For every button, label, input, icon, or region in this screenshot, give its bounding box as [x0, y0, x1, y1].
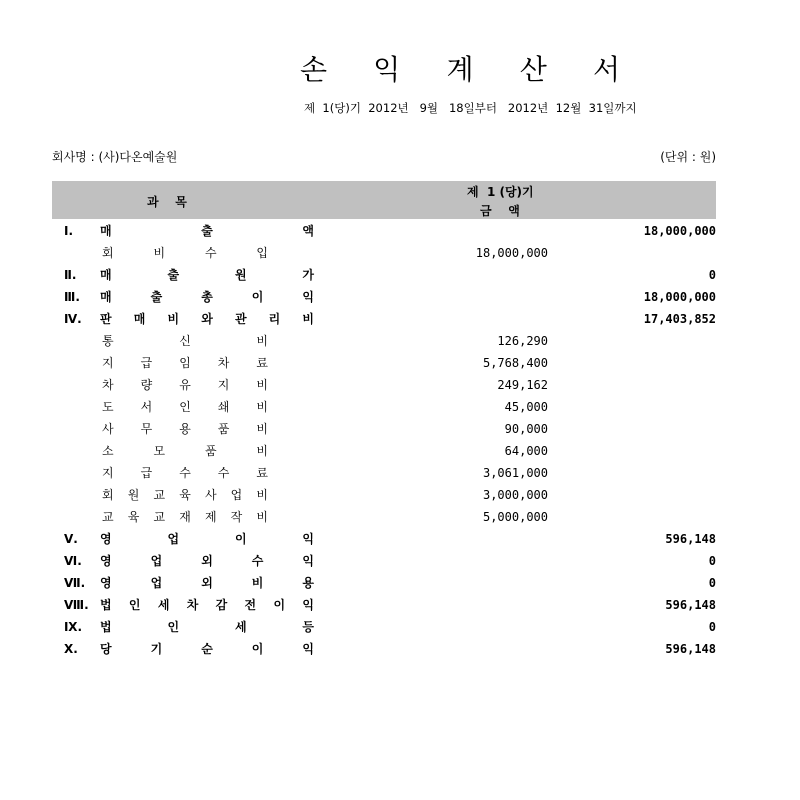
- account-label: [100, 616, 314, 638]
- label-char: 제: [204, 510, 217, 524]
- label-char: 회: [102, 246, 114, 260]
- amount-value: 18,000,000: [643, 290, 716, 304]
- label-char: 업: [167, 532, 180, 546]
- label-char: 교: [102, 510, 114, 524]
- section-row: [52, 594, 716, 616]
- account-label: [102, 506, 268, 528]
- label-char: 익: [302, 554, 314, 568]
- label-char: 외: [201, 576, 213, 590]
- amount-value: 17,403,852: [643, 312, 716, 326]
- section-number: Ⅷ.: [64, 598, 89, 612]
- label-char: 영: [100, 532, 112, 546]
- label-char: 인: [128, 598, 141, 612]
- page-title: [300, 50, 620, 86]
- section-number: Ⅹ.: [64, 642, 78, 656]
- amount-value: 126,290: [497, 334, 548, 348]
- label-char: 육: [127, 510, 140, 524]
- label-char: 작: [230, 510, 243, 524]
- label-char: 감: [215, 598, 228, 612]
- label-char: 이: [251, 642, 264, 656]
- label-char: 수: [204, 246, 217, 260]
- label-char: 매: [100, 268, 112, 282]
- label-char: 사: [204, 488, 217, 502]
- label-char: 수: [217, 466, 230, 480]
- label-char: 비: [153, 246, 166, 260]
- label-char: 비: [256, 444, 268, 458]
- section-row: [52, 220, 716, 242]
- item-row: [52, 330, 716, 352]
- account-label: [100, 528, 314, 550]
- label-char: 비: [256, 378, 268, 392]
- label-char: 업: [150, 576, 163, 590]
- account-label: [102, 242, 268, 264]
- label-char: 교: [153, 488, 166, 502]
- label-char: 출: [201, 224, 213, 238]
- label-char: 수: [179, 466, 191, 480]
- table-header: [52, 181, 716, 219]
- header-period: 제 1 (당)기: [467, 185, 534, 199]
- statement-table: [52, 220, 716, 660]
- label-char: 당: [100, 642, 112, 656]
- section-row: [52, 550, 716, 572]
- section-number: Ⅱ.: [64, 268, 77, 282]
- header-amount: 금 액: [480, 204, 520, 218]
- label-char: 매: [100, 290, 112, 304]
- label-char: 이: [251, 290, 264, 304]
- section-row: [52, 616, 716, 638]
- item-row: [52, 242, 716, 264]
- amount-value: 90,000: [504, 422, 548, 436]
- amount-value: 5,768,400: [482, 356, 548, 370]
- account-label: [102, 462, 268, 484]
- label-char: 업: [230, 488, 243, 502]
- label-char: 재: [179, 510, 191, 524]
- label-char: 액: [302, 224, 314, 238]
- label-char: 차: [102, 378, 114, 392]
- amount-value: 596,148: [665, 598, 716, 612]
- label-char: 가: [302, 268, 314, 282]
- amount-value: 249,162: [497, 378, 548, 392]
- label-char: 이: [234, 532, 247, 546]
- label-char: 수: [251, 554, 264, 568]
- label-char: 외: [201, 554, 213, 568]
- label-char: 교: [153, 510, 166, 524]
- label-char: 관: [234, 312, 247, 326]
- label-char: 영: [100, 576, 112, 590]
- currency-unit: (단위 : 원): [660, 150, 716, 164]
- label-char: 비: [167, 312, 180, 326]
- label-char: 품: [204, 444, 217, 458]
- title-char: 산: [519, 53, 547, 86]
- amount-value: 596,148: [665, 532, 716, 546]
- label-char: 업: [150, 554, 163, 568]
- fiscal-period: 제 1(당)기 2012년 9월 18일부터 2012년 12월 31일까지: [304, 101, 637, 115]
- label-char: 원: [234, 268, 247, 282]
- label-char: 와: [201, 312, 213, 326]
- label-char: 지: [102, 466, 114, 480]
- label-char: 임: [179, 356, 191, 370]
- label-char: 모: [153, 444, 166, 458]
- label-char: 인: [167, 620, 180, 634]
- label-char: 용: [179, 422, 191, 436]
- item-row: [52, 418, 716, 440]
- label-char: 비: [251, 576, 264, 590]
- label-char: 리: [268, 312, 281, 326]
- label-char: 익: [302, 598, 314, 612]
- label-char: 료: [256, 356, 268, 370]
- section-row: [52, 308, 716, 330]
- label-char: 기: [150, 642, 163, 656]
- label-char: 차: [186, 598, 199, 612]
- label-char: 비: [256, 510, 268, 524]
- title-char: 익: [373, 53, 401, 86]
- amount-value: 0: [708, 576, 716, 590]
- item-row: [52, 352, 716, 374]
- account-label: [100, 308, 314, 330]
- account-label: [102, 440, 268, 462]
- header-subject: 과 목: [147, 195, 187, 209]
- label-char: 매: [133, 312, 146, 326]
- label-char: 품: [217, 422, 230, 436]
- label-char: 서: [140, 400, 153, 414]
- account-label: [100, 550, 314, 572]
- label-char: 세: [234, 620, 247, 634]
- label-char: 법: [100, 598, 112, 612]
- amount-value: 0: [708, 620, 716, 634]
- label-char: 급: [140, 356, 153, 370]
- label-char: 영: [100, 554, 112, 568]
- section-number: Ⅲ.: [64, 290, 80, 304]
- title-char: 서: [592, 53, 620, 86]
- label-char: 차: [217, 356, 230, 370]
- title-char: 계: [446, 53, 474, 86]
- account-label: [102, 418, 268, 440]
- label-char: 비: [256, 422, 268, 436]
- account-label: [102, 352, 268, 374]
- item-row: [52, 462, 716, 484]
- label-char: 비: [256, 400, 268, 414]
- label-char: 지: [217, 378, 230, 392]
- section-row: [52, 286, 716, 308]
- account-label: [100, 638, 314, 660]
- item-row: [52, 484, 716, 506]
- section-row: [52, 264, 716, 286]
- label-char: 지: [102, 356, 114, 370]
- label-char: 세: [157, 598, 170, 612]
- amount-value: 64,000: [504, 444, 548, 458]
- label-char: 비: [256, 334, 268, 348]
- label-char: 사: [102, 422, 114, 436]
- label-char: 쇄: [217, 400, 230, 414]
- label-char: 도: [102, 400, 114, 414]
- item-row: [52, 374, 716, 396]
- label-char: 전: [244, 598, 257, 612]
- amount-value: 596,148: [665, 642, 716, 656]
- label-char: 육: [179, 488, 191, 502]
- account-label: [102, 396, 268, 418]
- amount-value: 3,061,000: [482, 466, 548, 480]
- label-char: 료: [256, 466, 268, 480]
- account-label: [100, 264, 314, 286]
- label-char: 익: [302, 532, 314, 546]
- section-number: Ⅳ.: [64, 312, 82, 326]
- section-number: Ⅸ.: [64, 620, 83, 634]
- section-row: [52, 528, 716, 550]
- section-row: [52, 638, 716, 660]
- amount-value: 18,000,000: [475, 246, 548, 260]
- label-char: 량: [140, 378, 153, 392]
- label-char: 익: [302, 642, 314, 656]
- label-char: 총: [201, 290, 213, 304]
- label-char: 인: [179, 400, 191, 414]
- account-label: [102, 484, 268, 506]
- account-label: [100, 572, 314, 594]
- label-char: 출: [150, 290, 163, 304]
- amount-value: 18,000,000: [643, 224, 716, 238]
- label-char: 비: [302, 312, 314, 326]
- label-char: 통: [102, 334, 114, 348]
- amount-value: 0: [708, 554, 716, 568]
- label-char: 회: [102, 488, 114, 502]
- label-char: 법: [100, 620, 112, 634]
- item-row: [52, 396, 716, 418]
- amount-value: 0: [708, 268, 716, 282]
- account-label: [100, 220, 314, 242]
- amount-value: 45,000: [504, 400, 548, 414]
- label-char: 유: [179, 378, 191, 392]
- item-row: [52, 440, 716, 462]
- company-name: 회사명 : (사)다온예술원: [52, 150, 178, 164]
- section-number: Ⅵ.: [64, 554, 82, 568]
- account-label: [100, 594, 314, 616]
- label-char: 매: [100, 224, 112, 238]
- item-row: [52, 506, 716, 528]
- section-number: Ⅰ.: [64, 224, 74, 238]
- label-char: 급: [140, 466, 153, 480]
- label-char: 등: [302, 620, 314, 634]
- label-char: 순: [201, 642, 213, 656]
- title-char: 손: [300, 53, 328, 86]
- section-number: Ⅶ.: [64, 576, 86, 590]
- amount-value: 5,000,000: [482, 510, 548, 524]
- account-label: [102, 374, 268, 396]
- section-row: [52, 572, 716, 594]
- label-char: 소: [102, 444, 114, 458]
- label-char: 원: [127, 488, 140, 502]
- account-label: [100, 286, 314, 308]
- amount-value: 3,000,000: [482, 488, 548, 502]
- label-char: 익: [302, 290, 314, 304]
- label-char: 비: [256, 488, 268, 502]
- label-char: 용: [302, 576, 314, 590]
- label-char: 판: [100, 312, 112, 326]
- label-char: 신: [179, 334, 191, 348]
- label-char: 입: [256, 246, 268, 260]
- section-number: Ⅴ.: [64, 532, 78, 546]
- label-char: 출: [167, 268, 180, 282]
- account-label: [102, 330, 268, 352]
- label-char: 무: [140, 422, 153, 436]
- label-char: 이: [273, 598, 286, 612]
